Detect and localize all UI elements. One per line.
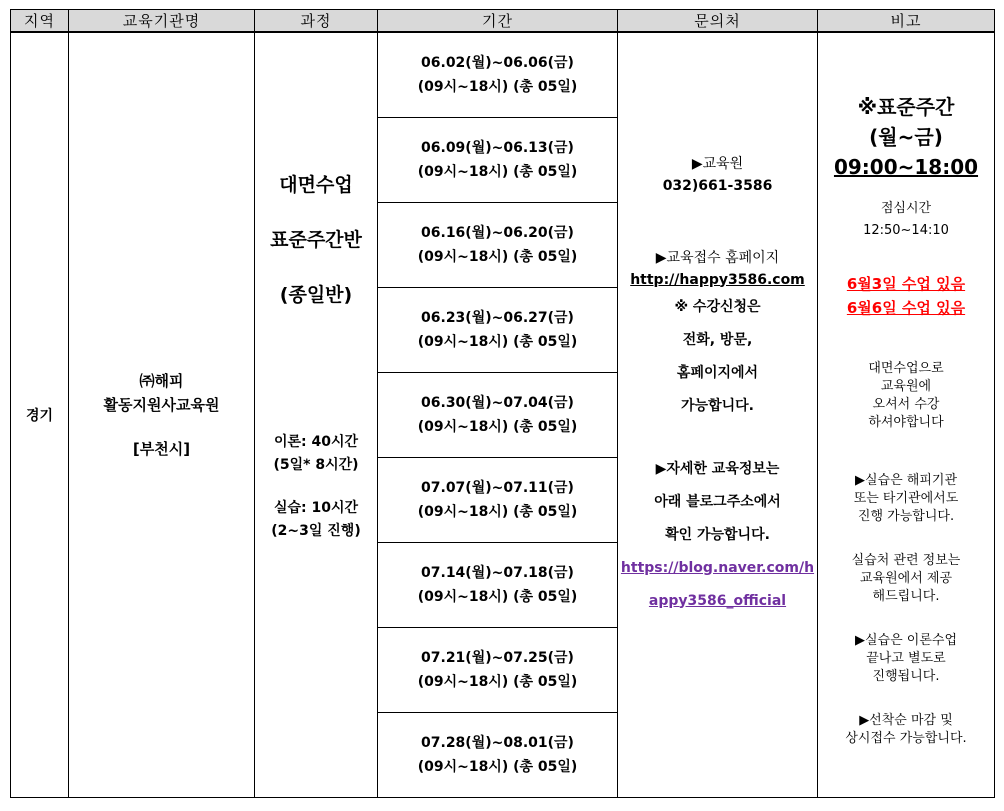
homepage-link[interactable]: http://happy3586.com [630, 271, 805, 288]
contact-homepage-label: ▶교육접수 홈페이지 [655, 249, 780, 266]
blog-link-2[interactable]: appy3586_official [648, 592, 787, 609]
course-practice-1: 실습: 10시간 [273, 499, 359, 516]
contact-detail-2: 아래 블로그주소에서 [654, 493, 781, 510]
note-site-1: 실습처 관련 정보는 [851, 553, 961, 568]
course-class-name: 표준주간반 [270, 228, 362, 251]
header-note: 비고 [818, 10, 995, 33]
period-dates: 06.09(월)~06.13(금) [421, 140, 574, 156]
course-practice-2: (2~3일 진행) [271, 522, 361, 539]
header-contact: 문의처 [618, 10, 818, 33]
period-cell-4 [378, 288, 618, 373]
header-row [11, 10, 995, 33]
institution-name-1: ㈜해피 [139, 372, 184, 390]
note-after-3: 진행됩니다. [872, 669, 940, 684]
period-dates: 07.14(월)~07.18(금) [421, 565, 574, 581]
note-lunch-label: 점심시간 [880, 201, 932, 216]
table-row [11, 32, 995, 118]
note-practice-2: 또는 타기관에서도 [853, 491, 959, 506]
period-dates: 07.07(월)~07.11(금) [421, 480, 574, 496]
period-hours: (09시~18시) (총 05일) [417, 759, 578, 775]
header-institution: 교육기관명 [69, 10, 255, 33]
period-cell-6 [378, 458, 618, 543]
note-time: 09:00~18:00 [833, 155, 979, 179]
header-period: 기간 [378, 10, 618, 33]
note-inperson-2: 교육원에 [880, 379, 932, 394]
institution-cell [69, 32, 255, 798]
period-hours: (09시~18시) (총 05일) [417, 249, 578, 265]
note-cell [818, 32, 995, 798]
note-site-2: 교육원에서 제공 [859, 571, 953, 586]
contact-office-label: ▶교육원 [691, 155, 744, 172]
period-cell-9 [378, 713, 618, 798]
period-hours: (09시~18시) (총 05일) [417, 79, 578, 95]
period-hours: (09시~18시) (총 05일) [417, 419, 578, 435]
note-title: ※표준주간 [857, 95, 955, 119]
period-dates: 06.23(월)~06.27(금) [421, 310, 574, 326]
period-cell-5 [378, 373, 618, 458]
region-cell: 경기 [11, 32, 69, 798]
note-inperson-3: 오셔서 수강 [872, 397, 940, 412]
note-first-1: ▶선착순 마감 및 [859, 713, 953, 728]
institution-name-2: 활동지원사교육원 [103, 396, 220, 414]
period-dates: 07.21(월)~07.25(금) [421, 650, 574, 666]
period-cell-3 [378, 203, 618, 288]
contact-apply-1: ※ 수강신청은 [674, 298, 761, 315]
period-hours: (09시~18시) (총 05일) [417, 589, 578, 605]
note-days: (월~금) [869, 125, 943, 149]
contact-detail-1: ▶자세한 교육정보는 [655, 460, 780, 477]
institution-city: [부천시] [132, 440, 191, 458]
period-hours: (09시~18시) (총 05일) [417, 504, 578, 520]
period-hours: (09시~18시) (총 05일) [417, 164, 578, 180]
note-inperson-1: 대면수업으로 [868, 361, 944, 376]
note-after-1: ▶실습은 이론수업 [854, 633, 958, 648]
period-dates: 06.02(월)~06.06(금) [421, 55, 574, 71]
period-hours: (09시~18시) (총 05일) [417, 334, 578, 350]
course-theory-2: (5일* 8시간) [273, 456, 359, 473]
period-cell-7 [378, 543, 618, 628]
contact-cell [618, 32, 818, 798]
header-course: 과정 [255, 10, 378, 33]
period-hours: (09시~18시) (총 05일) [417, 674, 578, 690]
contact-apply-2: 전화, 방문, [682, 331, 753, 348]
period-dates: 07.28(월)~08.01(금) [421, 735, 574, 751]
contact-phone: 032)661-3586 [662, 177, 773, 194]
note-practice-3: 진행 가능합니다. [857, 509, 955, 524]
period-cell-1 [378, 32, 618, 118]
period-dates: 06.16(월)~06.20(금) [421, 225, 574, 241]
note-red-1: 6월3일 수업 있음 [846, 275, 966, 293]
blog-link-1[interactable]: https://blog.naver.com/h [620, 559, 815, 576]
contact-apply-3: 홈페이지에서 [676, 364, 759, 381]
contact-detail-3: 확인 가능합니다. [665, 526, 770, 543]
note-inperson-4: 하셔야합니다 [868, 415, 944, 430]
note-red-2: 6월6일 수업 있음 [846, 299, 966, 317]
course-mode: 대면수업 [279, 173, 353, 196]
period-dates: 06.30(월)~07.04(금) [421, 395, 574, 411]
note-after-2: 끝나고 별도로 [866, 651, 946, 666]
note-first-2: 상시접수 가능합니다. [845, 731, 967, 746]
note-site-3: 해드립니다. [872, 589, 940, 604]
course-cell [255, 32, 378, 798]
contact-apply-4: 가능합니다. [681, 397, 754, 414]
education-schedule-table [10, 9, 995, 798]
course-theory-1: 이론: 40시간 [273, 433, 359, 450]
course-class-type: (종일반) [279, 283, 353, 306]
note-lunch-time: 12:50~14:10 [863, 223, 949, 238]
period-cell-2 [378, 118, 618, 203]
header-region: 지역 [11, 10, 69, 33]
period-cell-8 [378, 628, 618, 713]
note-practice-1: ▶실습은 해피기관 [854, 473, 958, 488]
